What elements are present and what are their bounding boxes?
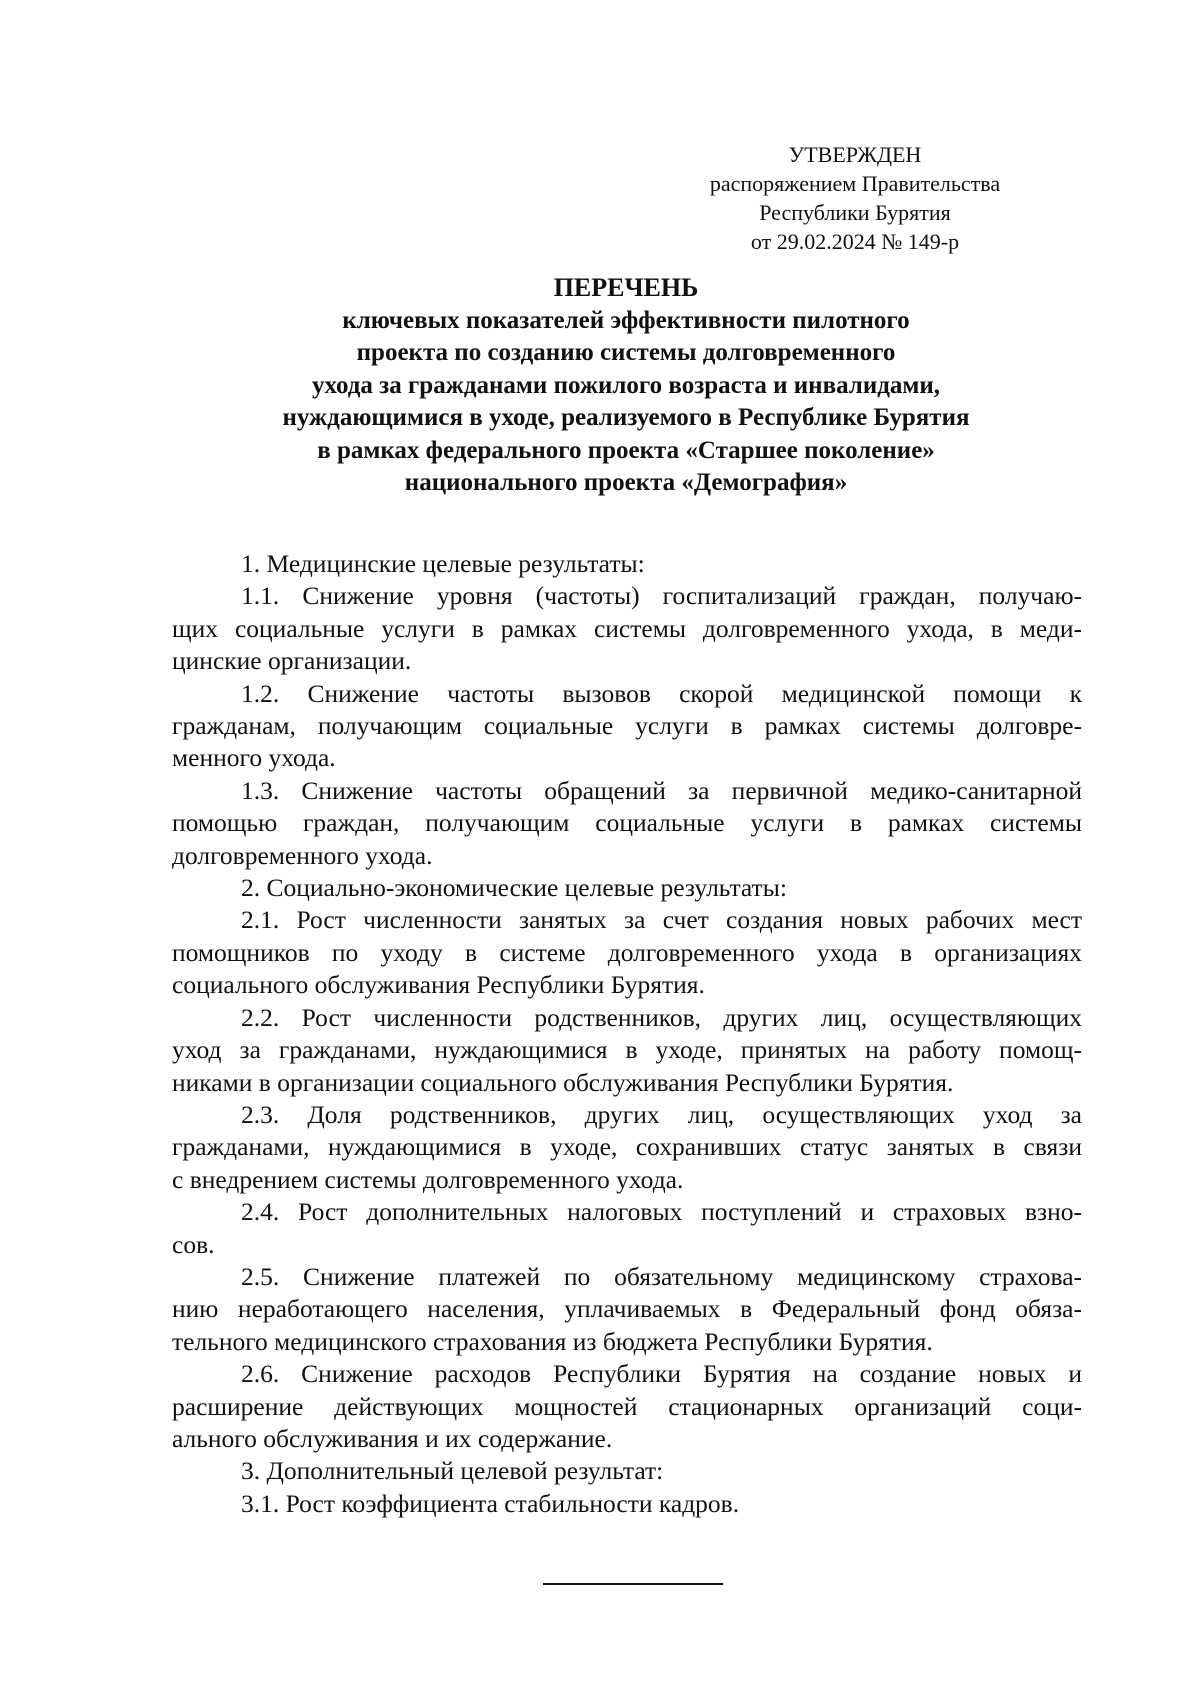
- text-line: гражданами, нуждающимися в уходе, сохранивших статус занятых в связи: [172, 1132, 1082, 1162]
- title-heading: ПЕРЕЧЕНЬ: [553, 273, 699, 302]
- text-line: тельного медицинского страхования из бюджета Республики Бурятия.: [172, 1326, 933, 1356]
- text-line: помощью граждан, получающим социальные услуги в рамках системы: [172, 808, 1082, 838]
- title-line: ключевых показателей эффективности пилотного: [342, 306, 910, 334]
- text-line: уход за гражданами, нуждающимися в уходе, принятых на работу помощ-: [172, 1035, 1082, 1065]
- title-line: в рамках федерального проекта «Старшее поколение»: [317, 436, 935, 464]
- text-line: помощников по уходу в системе долговременного ухода в организациях: [172, 937, 1082, 967]
- title-line: ухода за гражданами пожилого возраста и инвалидами,: [311, 371, 941, 399]
- approval-region: Республики Бурятия: [759, 200, 951, 225]
- text-line: 2.3. Доля родственников, других лиц, осуществляющих уход за: [241, 1099, 1082, 1129]
- item-2-3: [172, 1099, 1082, 1196]
- approval-title: УТВЕРЖДЕН: [788, 142, 922, 167]
- text-line: расширение действующих мощностей стационарных организаций соци-: [172, 1391, 1082, 1421]
- section-heading-1: 1. Медицинские целевые результаты:: [241, 549, 645, 578]
- text-line: 1.2. Снижение частоты вызовов скорой медицинской помощи к: [241, 678, 1082, 708]
- text-line: щих социальные услуги в рамках системы долговременного ухода, в меди-: [172, 613, 1082, 643]
- text-line: менного ухода.: [172, 743, 336, 773]
- item-1-2: [172, 678, 1082, 775]
- title-line: национального проекта «Демография»: [404, 469, 848, 496]
- text-line: нию неработающего населения, уплачиваемых в Федеральный фонд обяза-: [172, 1294, 1082, 1324]
- text-line: сов.: [172, 1229, 215, 1259]
- text-line: никами в организации социального обслуживания Республики Бурятия.: [172, 1067, 954, 1097]
- approval-stamp: [690, 140, 1020, 256]
- section-heading-3: 3. Дополнительный целевой результат:: [241, 1456, 664, 1486]
- text-line: 2.5. Снижение платежей по обязательному медицинскому страхова-: [241, 1261, 1082, 1291]
- text-line: 2.2. Рост численности родственников, других лиц, осуществляющих: [241, 1002, 1082, 1032]
- title-line: проекта по созданию системы долговременного: [356, 339, 896, 366]
- approval-date-number: от 29.02.2024 № 149-р: [750, 229, 960, 254]
- document-title: [170, 272, 1082, 500]
- document-body: [172, 548, 1082, 1520]
- text-line: 1.1. Снижение уровня (частоты) госпитализаций граждан, получаю-: [241, 581, 1082, 611]
- text-line: 1.3. Снижение частоты обращений за первичной медико-санитарной: [241, 775, 1082, 805]
- item-2-6: [172, 1358, 1082, 1455]
- text-line: ального обслуживания и их содержание.: [172, 1423, 613, 1453]
- text-line: с внедрением системы долговременного ухода.: [172, 1164, 684, 1194]
- text-line: 2.6. Снижение расходов Республики Бурятия на создание новых и: [241, 1359, 1082, 1389]
- item-2-1: [172, 904, 1082, 1001]
- item-1-3: [172, 775, 1082, 872]
- item-2-2: [172, 1002, 1082, 1099]
- end-divider: [543, 1583, 723, 1585]
- text-line: 2.1. Рост численности занятых за счет создания новых рабочих мест: [241, 905, 1082, 935]
- approval-authority: распоряжением Правительства: [709, 171, 1001, 196]
- title-line: нуждающимися в уходе, реализуемого в Республике Бурятия: [282, 404, 970, 431]
- text-line: гражданам, получающим социальные услуги в рамках системы долговре-: [172, 711, 1082, 741]
- item-2-5: [172, 1261, 1082, 1358]
- text-line: цинские организации.: [172, 646, 412, 676]
- item-1-1: [172, 580, 1082, 677]
- text-line: долговременного ухода.: [172, 840, 433, 870]
- section-heading-2: 2. Социально-экономические целевые результаты:: [241, 873, 787, 903]
- item-3-1: 3.1. Рост коэффициента стабильности кадров.: [241, 1488, 740, 1518]
- text-line: 2.4. Рост дополнительных налоговых поступлений и страховых взно-: [241, 1197, 1082, 1227]
- text-line: социального обслуживания Республики Бурятия.: [172, 970, 705, 1000]
- item-2-4: [172, 1196, 1082, 1261]
